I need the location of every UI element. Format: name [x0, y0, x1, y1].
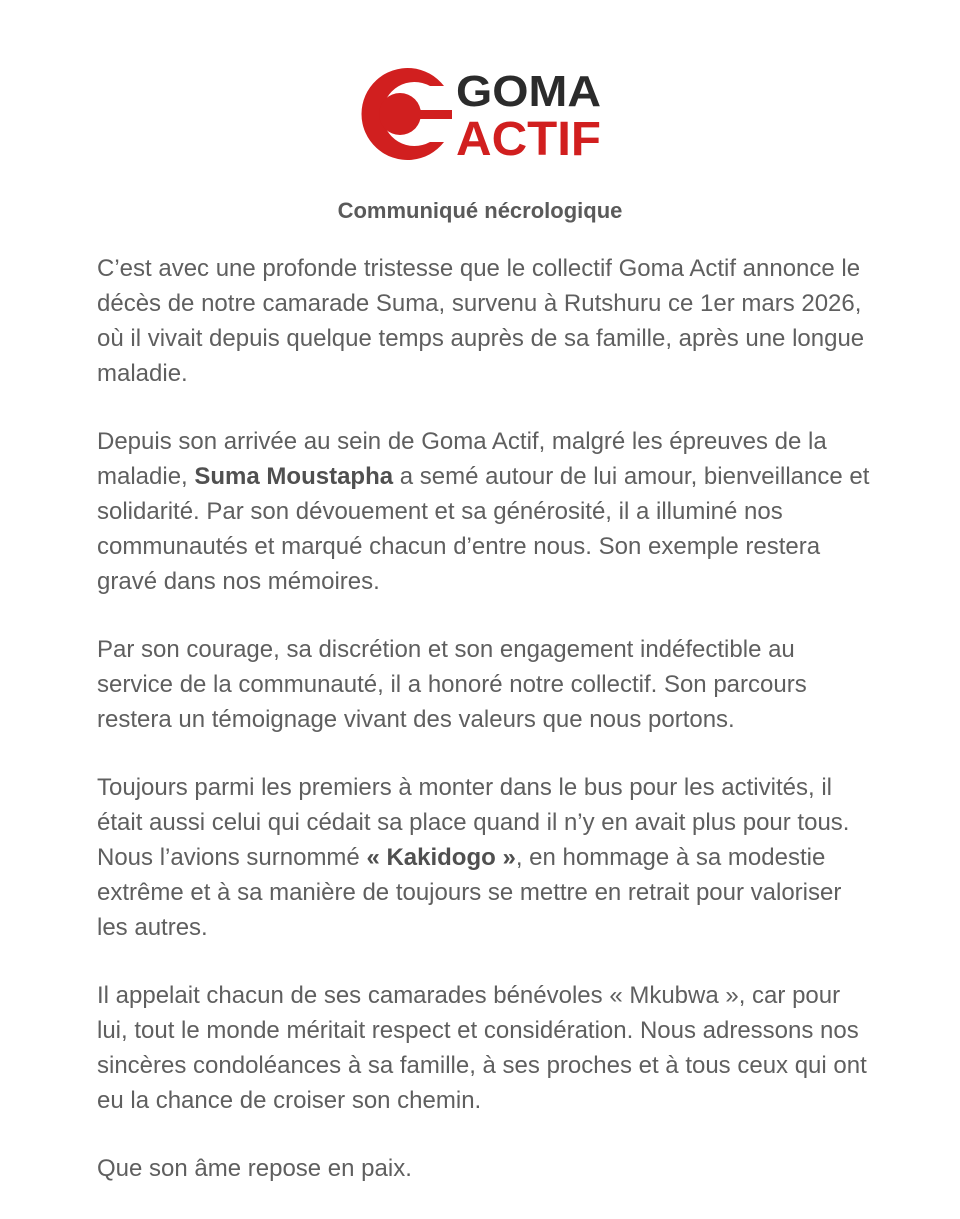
paragraph-text: Que son âme repose en paix.	[97, 1155, 412, 1182]
paragraph-nickname	[97, 770, 877, 945]
logo-goma-text: GOMA	[456, 67, 601, 116]
logo-mark	[352, 62, 612, 166]
paragraph-text: Il appelait chacun de ses camarades bénévoles « Mkubwa », car pour lui, tout le monde méritait respect et considération. Nous adressons nos sincères condoléances à sa famille, à ses proches et à tous ceux qui ont eu la chance de croiser son chemin.	[97, 982, 867, 1114]
logo-actif-text: ACTIF	[456, 113, 601, 166]
nickname: « Kakidogo »	[366, 844, 516, 871]
paragraph-text: Depuis son arrivée au sein de Goma Actif, malgré les épreuves de la maladie,	[97, 428, 827, 490]
paragraph-text: , en hommage à sa modestie extrême et à sa manière de toujours se mettre en retrait pour valoriser les autres.	[97, 844, 842, 941]
page-title: Communiqué nécrologique	[337, 198, 623, 223]
paragraph-tribute	[97, 424, 877, 599]
paragraph-closing	[97, 1151, 877, 1186]
communique-body	[97, 251, 877, 1219]
paragraph-text: Par son courage, sa discrétion et son engagement indéfectible au service de la communauté, il a honoré notre collectif. Son parcours restera un témoignage vivant des valeurs que nous portons.	[97, 636, 807, 733]
logo-dash-icon	[412, 110, 452, 119]
paragraph-courage	[97, 632, 877, 737]
paragraph-announcement	[97, 251, 877, 391]
paragraph-text: Toujours parmi les premiers à monter dans le bus pour les activités, il était aussi celui qui cédait sa place quand il n’y en avait plus pour tous. Nous l’avions surnommé	[97, 774, 850, 871]
goma-actif-logo	[352, 62, 612, 166]
paragraph-text: C’est avec une profonde tristesse que le collectif Goma Actif annonce le décès de notre camarade Suma, survenu à Rutshuru ce 1er mars 2026, où il vivait depuis quelque temps auprès de sa famille, après une longue maladie.	[97, 255, 865, 387]
paragraph-condolences	[97, 978, 877, 1118]
deceased-full-name: Suma Moustapha	[194, 463, 394, 490]
paragraph-text: a semé autour de lui amour, bienveillance et solidarité. Par son dévouement et sa générosité, il a illuminé nos communautés et marqué chacun d’entre nous. Son exemple restera gravé dans nos mémoires.	[97, 463, 870, 595]
